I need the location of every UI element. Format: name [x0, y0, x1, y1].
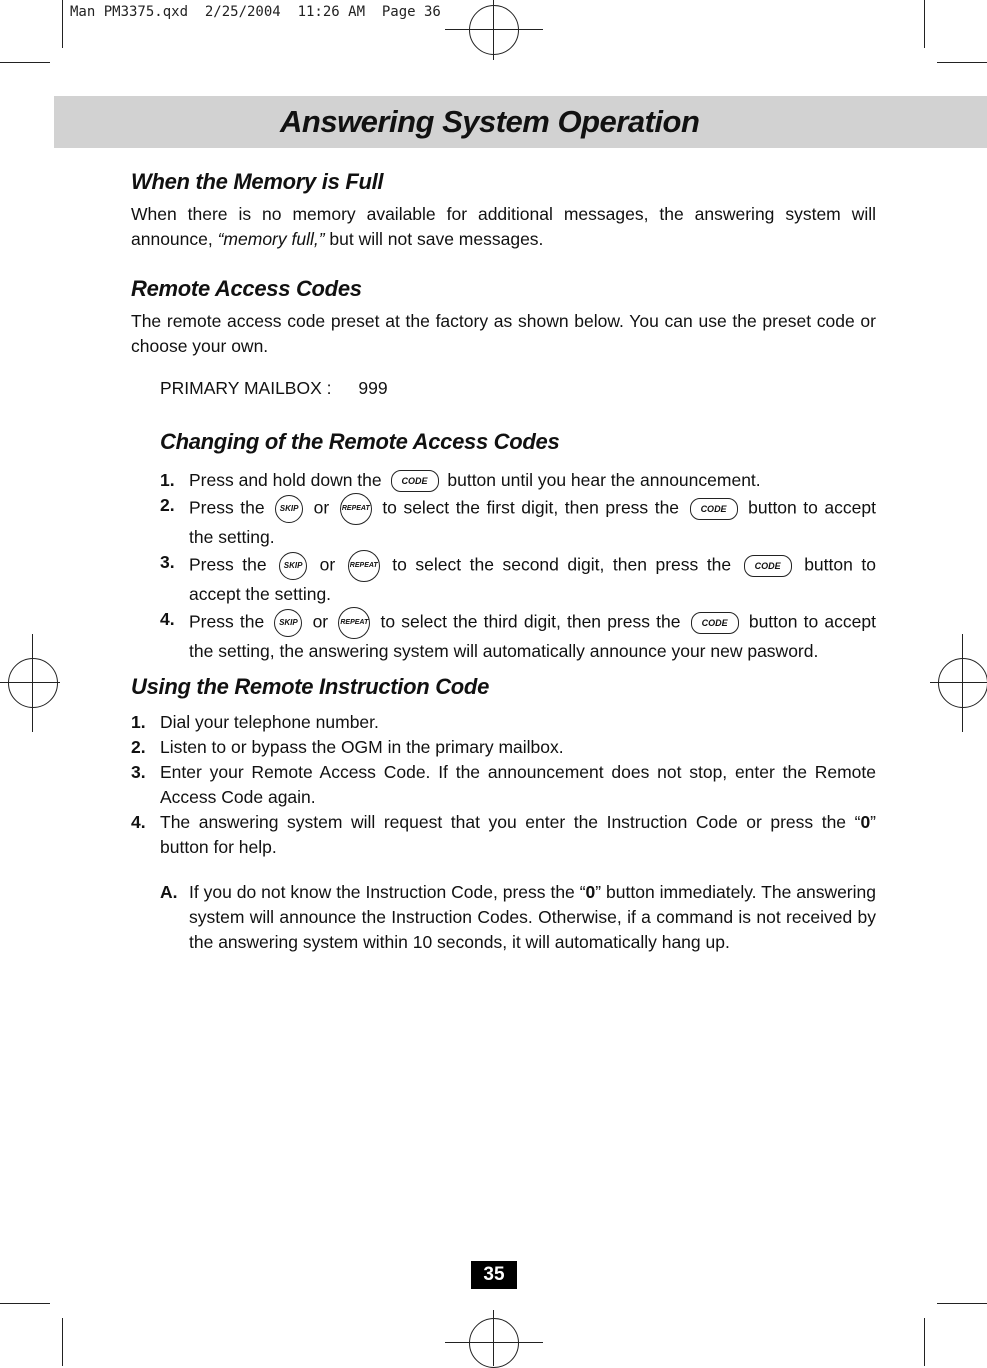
step-number: 3.: [160, 552, 175, 572]
text-span: to select the first digit, then press the: [375, 497, 686, 518]
text-span: button to accept the setting.: [189, 497, 876, 547]
text-span: to select the second digit, then press the: [383, 554, 740, 575]
title-band: [54, 96, 987, 148]
section-heading: Using the Remote Instruction Code: [131, 674, 490, 699]
registration-mark: [8, 658, 58, 708]
crop-mark: [62, 1318, 63, 1366]
text-span: Press and hold down the: [189, 470, 387, 490]
repeat-key-icon: REPEAT: [348, 550, 380, 582]
step-number: 2.: [160, 495, 175, 515]
text-span: Dial your telephone number.: [160, 712, 379, 732]
crop-mark: [937, 1303, 987, 1304]
crop-mark: [930, 682, 987, 683]
quote-span: “memory full,”: [217, 229, 325, 249]
bold-span: 0: [585, 882, 596, 902]
instruction-note: [160, 880, 876, 955]
mailbox-value: 999: [358, 378, 388, 398]
crop-mark: [493, 1310, 494, 1366]
list-item: [131, 810, 876, 860]
code-key-icon: CODE: [690, 498, 738, 520]
repeat-key-icon: REPEAT: [338, 607, 370, 639]
list-item: [131, 760, 876, 810]
step-number: 4.: [160, 609, 175, 629]
section-instruction-code: [131, 674, 876, 955]
page-title: Answering System Operation: [280, 104, 700, 139]
crop-mark: [924, 1318, 925, 1366]
list-item: [160, 493, 876, 550]
print-slug: Man PM3375.qxd 2/25/2004 11:26 AM Page 36: [70, 4, 441, 20]
registration-mark: [469, 1318, 519, 1368]
text-span: but will not save messages.: [324, 229, 544, 249]
text-span: ” button immediately. The answering system will announce the Instruction Codes. Otherwise, if a command is not received by the answering system within 10 seconds, it will automatically hang up.: [189, 882, 876, 952]
text-span: Press the: [189, 611, 271, 632]
section-changing: [160, 429, 876, 664]
registration-mark: [469, 5, 519, 55]
skip-key-icon: SKIP: [274, 609, 302, 637]
crop-mark: [962, 634, 963, 732]
step-number: 2.: [131, 737, 146, 757]
list-item: [131, 735, 876, 760]
list-item: [131, 710, 876, 735]
list-item: [160, 607, 876, 664]
step-number: 4.: [131, 812, 146, 832]
mailbox-row: [160, 378, 388, 399]
crop-mark: [0, 62, 50, 63]
text-span: ” button for help.: [160, 812, 876, 857]
step-number: 1.: [131, 712, 146, 732]
crop-mark: [937, 62, 987, 63]
list-item: [160, 468, 876, 493]
instruction-steps: [131, 710, 876, 860]
text-span: button to accept the setting, the answering system will automatically announce your new pasword.: [189, 611, 876, 661]
text-span: to select the third digit, then press the: [374, 611, 687, 632]
text-span: button to accept the setting.: [189, 554, 876, 604]
memory-full-text: [131, 202, 876, 252]
remote-codes-text: The remote access code preset at the factory as shown below. You can use the preset code or choose your own.: [131, 311, 876, 356]
section-heading: Remote Access Codes: [131, 276, 362, 301]
bold-span: 0: [860, 812, 871, 832]
crop-mark: [924, 0, 925, 48]
section-memory-full: [131, 169, 876, 252]
step-number: 1.: [160, 470, 175, 490]
code-key-icon: CODE: [744, 555, 792, 577]
list-item: [160, 550, 876, 607]
text-span: button until you hear the announcement.: [442, 470, 761, 490]
list-item: [160, 880, 876, 955]
text-span: Press the: [189, 497, 272, 518]
text-span: If you do not know the Instruction Code, press the “: [189, 882, 586, 902]
text-span: Listen to or bypass the OGM in the primary mailbox.: [160, 737, 564, 757]
text-span: or: [306, 611, 335, 632]
text-span: Press the: [189, 554, 276, 575]
step-number: A.: [160, 882, 178, 902]
skip-key-icon: SKIP: [279, 552, 307, 580]
text-span: Enter your Remote Access Code. If the announcement does not stop, enter the Remote Access Code again.: [160, 762, 876, 807]
section-heading: Changing of the Remote Access Codes: [160, 429, 560, 454]
mailbox-label: PRIMARY MAILBOX :: [160, 378, 332, 398]
crop-mark: [445, 29, 543, 30]
text-span: or: [311, 554, 344, 575]
crop-mark: [0, 1303, 50, 1304]
page-number: 35: [471, 1261, 517, 1289]
repeat-key-icon: REPEAT: [340, 493, 372, 525]
changing-steps: [160, 468, 876, 664]
section-heading: When the Memory is Full: [131, 169, 384, 194]
crop-mark: [0, 682, 60, 683]
crop-mark: [493, 0, 494, 60]
text-span: or: [307, 497, 336, 518]
crop-mark: [445, 1342, 543, 1343]
text-span: When there is no memory available for additional messages, the answering system will announce,: [131, 204, 876, 249]
code-key-icon: CODE: [691, 612, 739, 634]
step-number: 3.: [131, 762, 146, 782]
code-key-icon: CODE: [391, 470, 439, 492]
skip-key-icon: SKIP: [275, 495, 303, 523]
section-remote-codes: [131, 276, 876, 359]
text-span: The answering system will request that you enter the Instruction Code or press the “: [160, 812, 861, 832]
crop-mark: [32, 634, 33, 732]
crop-mark: [62, 0, 63, 48]
